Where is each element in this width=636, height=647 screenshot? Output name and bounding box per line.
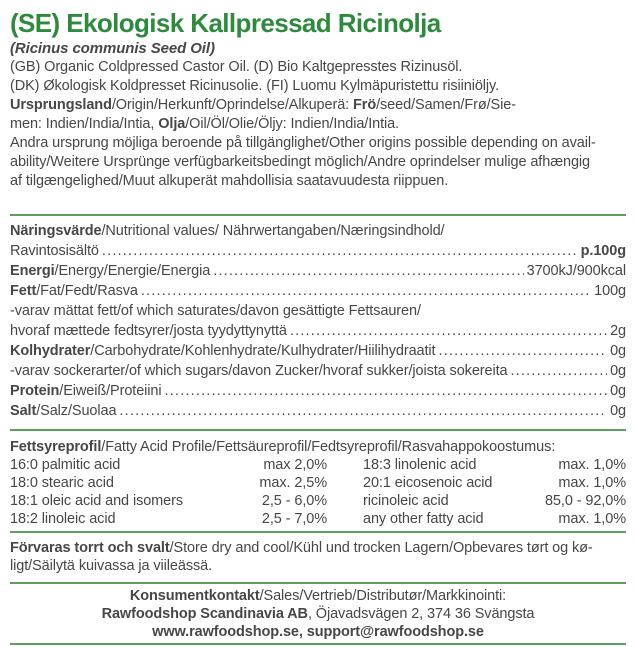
origin-seed-label: Frö xyxy=(353,97,377,113)
nutrition-row-energy: Energi/Energy/Energie/Energia ..... 3700kJ/900kcal xyxy=(10,261,626,281)
dot-leader xyxy=(213,261,523,281)
dot-leader xyxy=(290,321,607,341)
fatty-acid-header: Fettsyreprofil/Fatty Acid Profile/Fettsäureprofil/Fedtsyreprofil/Rasvahappokoostumus: xyxy=(10,439,556,455)
storage-line-2: ligt/Säilytä kuivassa ja viileässä. xyxy=(10,558,213,574)
nutrition-row-salt: Salt/Salz/Suolaa ..... 0g xyxy=(10,401,626,421)
origin-line-1: Ursprungsland/Origin/Herkunft/Oprindelse/Alkuperä: Frö/seed/Samen/Frø/Sie- xyxy=(10,97,516,113)
contact-address: Rawfoodshop Scandinavia AB, Öjavadsvägen 2, 374 36 Svängsta xyxy=(101,606,535,622)
energy-value: 3700kJ/900kcal xyxy=(526,263,626,279)
dot-leader xyxy=(141,281,591,301)
sugars-value: 0g xyxy=(610,363,626,379)
availability-note-line-2: ability/Weitere Ursprünge verfügbarkeitsbedingt möglich/Andre oprindelser mulige afhængig xyxy=(10,154,591,170)
product-title: (SE) Ekologisk Kallpressad Ricinolja xyxy=(10,8,441,38)
nutrition-row-carbohydrate: Kolhydrater/Carbohydrate/Kohlenhydrate/Kulhydrater/Hiilihydraatit ..... 0g xyxy=(10,341,626,361)
nutrition-row-sugars: -varav sockerarter/of which sugars/davon Zucker/hvoraf sukker/joista sokereita ..... 0g xyxy=(10,361,626,381)
divider-bottom xyxy=(10,643,626,645)
fat-value: 100g xyxy=(594,283,626,299)
nutrition-row-saturates-line-1: -varav mättat fett/of which saturates/davon gesättigte Fettsauren/ xyxy=(10,303,421,319)
fatty-acid-row: 18:1 oleic acid and isomers 2,5 - 6,0% ricinoleic acid 85,0 - 92,0% xyxy=(10,493,626,509)
carbohydrate-value: 0g xyxy=(610,343,626,359)
origin-oil-label: Olja xyxy=(158,116,186,132)
nutrition-row-saturates-line-2: hvoraf mættede fedtsyrer/josta tyydyttynyttä ..... 2g xyxy=(10,321,626,341)
contact-section xyxy=(10,587,626,641)
saturates-value: 2g xyxy=(610,323,626,339)
divider-top-contact xyxy=(10,582,626,584)
dot-leader xyxy=(165,381,608,401)
availability-note-line-3: af tilgængelighed/Muut alkuperät mahdollisia saatavuudesta riippuen. xyxy=(10,173,449,189)
divider-bottom-fatty-acids xyxy=(10,531,626,533)
contact-web-email: www.rawfoodshop.se, support@rawfoodshop.se xyxy=(152,624,484,640)
dot-leader xyxy=(119,401,607,421)
divider-top-nutrition xyxy=(10,214,626,216)
dot-leader xyxy=(511,361,608,381)
dot-leader xyxy=(102,241,578,261)
contact-heading: Konsumentkontakt/Sales/Vertrieb/Distributør/Markkinointi: xyxy=(129,588,507,604)
fatty-acid-row: 18:0 stearic acid max. 2,5% 20:1 eicosenoic acid max. 1,0% xyxy=(10,475,626,491)
name-line-gb-d: (GB) Organic Coldpressed Castor Oil. (D) Bio Kaltgepresstes Rizinusöl. xyxy=(10,59,463,75)
nutrition-row-protein: Protein/Eiweiß/Proteiini ..... 0g xyxy=(10,381,626,401)
availability-note-line-1: Andra ursprung möjliga beroende på tillgänglighet/Other origins possible depending on avail- xyxy=(10,135,596,151)
storage-line-1: Förvaras torrt och svalt/Store dry and cool/Kühl und trocken Lagern/Opbevares tørt og kø- xyxy=(10,540,593,556)
protein-value: 0g xyxy=(610,383,626,399)
nutrition-header-line-1: Näringsvärde/Nutritional values/ Nährwertangaben/Næringsindhold/ xyxy=(10,223,445,239)
label-header xyxy=(10,8,626,191)
storage-instructions xyxy=(10,539,626,575)
divider-top-fatty-acids xyxy=(10,429,626,431)
per-100g-value: p.100g xyxy=(580,243,626,259)
salt-value: 0g xyxy=(610,403,626,419)
fatty-acid-row: 18:2 linoleic acid 2,5 - 7,0% any other fatty acid max. 1,0% xyxy=(10,511,626,527)
nutrition-table xyxy=(10,221,626,421)
nutrition-header-line-2: Ravintosisältö ..... p.100g xyxy=(10,241,626,261)
origin-line-2: men: Indien/India/Intia, Olja/Oil/Öl/Olie/Öljy: Indien/India/Intia. xyxy=(10,116,400,132)
origin-label-sv: Ursprungsland xyxy=(10,97,112,113)
latin-name: (Ricinus communis Seed Oil) xyxy=(10,40,215,57)
name-line-dk-fi: (DK) Økologisk Koldpresset Ricinusolie. (FI) Luomu Kylmäpuristettu risiiniöljy. xyxy=(10,78,500,94)
nutrition-row-fat: Fett/Fat/Fedt/Rasva ..... 100g xyxy=(10,281,626,301)
fatty-acid-profile xyxy=(10,438,626,528)
fatty-acid-row: 16:0 palmitic acid max 2,0% 18:3 linolenic acid max. 1,0% xyxy=(10,457,626,473)
dot-leader xyxy=(439,341,608,361)
